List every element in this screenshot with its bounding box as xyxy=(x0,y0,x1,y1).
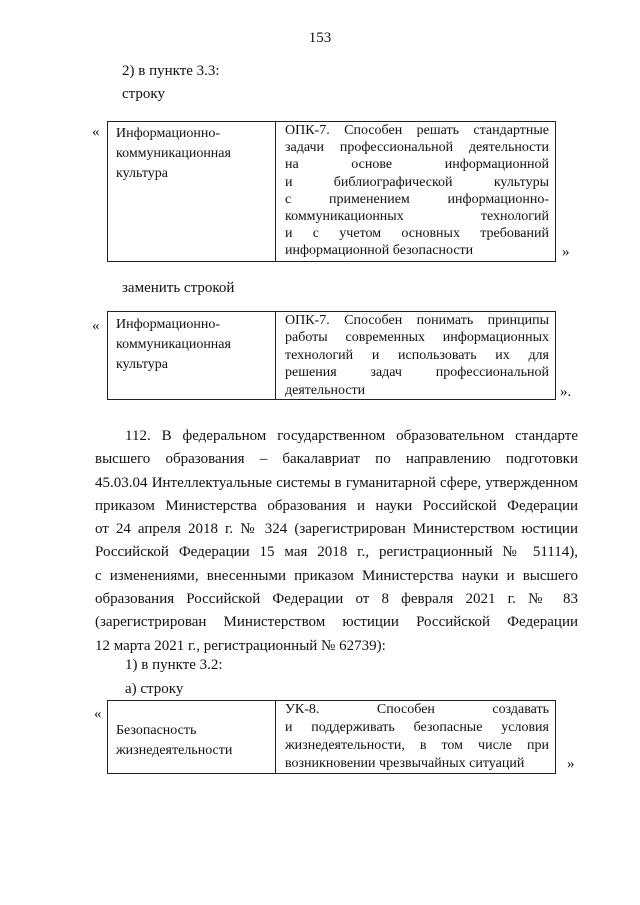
left-cell-line: Безопасность xyxy=(116,723,197,738)
right-cell-line: технологий и использовать их для xyxy=(285,347,549,363)
right-cell-line: и с учетом основных требований xyxy=(285,226,549,242)
right-cell-line: с применением информационно- xyxy=(285,191,549,207)
table-new-row xyxy=(107,311,556,400)
left-cell-line: коммуникационная xyxy=(116,146,231,161)
paragraph-line: высшего образования – бакалавриат по направлению подготовки xyxy=(95,451,578,468)
paragraph-line: приказом Министерства образования и науки Российской Федерации xyxy=(95,497,578,514)
replace-text: заменить строкой xyxy=(122,280,235,296)
right-cell-line: задачи профессиональной деятельности xyxy=(285,140,549,156)
left-cell-line: коммуникационная xyxy=(116,337,231,352)
item-1-point-3-2: 1) в пункте 3.2: xyxy=(125,657,223,673)
left-cell-line: жизнедеятельности xyxy=(116,743,233,758)
paragraph-line: (зарегистрирован Министерством юстиции Российской Федерации xyxy=(95,614,578,631)
right-cell-line: на основе информационной xyxy=(285,157,549,173)
right-cell-line: деятельности xyxy=(285,382,366,398)
paragraph-line: 12 марта 2021 г., регистрационный № 62739): xyxy=(95,637,386,654)
open-quote: « xyxy=(92,318,100,334)
left-cell xyxy=(116,721,232,761)
table-uk8-row xyxy=(107,700,556,774)
left-cell xyxy=(116,315,231,375)
open-quote: « xyxy=(94,706,102,722)
close-quote: » xyxy=(567,756,575,772)
left-cell-line: культура xyxy=(116,166,168,181)
item-2-point-3-3: 2) в пункте 3.3: xyxy=(122,63,220,79)
right-cell-line: и библиографической культуры xyxy=(285,174,549,190)
right-cell xyxy=(285,701,549,773)
paragraph-line: 112. В федеральном государственном образовательном стандарте xyxy=(125,428,578,444)
paragraph-line: с изменениями, внесенными приказом Министерства науки и высшего xyxy=(95,567,578,584)
line-word: строку xyxy=(122,86,165,102)
right-cell xyxy=(285,122,549,260)
right-cell-line: информационной безопасности xyxy=(285,243,474,259)
paragraph-line: Российской Федерации 15 мая 2018 г., регистрационный № 51114), xyxy=(95,544,578,561)
right-cell xyxy=(285,312,549,399)
left-cell-line: Информационно- xyxy=(116,317,221,332)
right-cell-line: ОПК-7. Способен решать стандартные xyxy=(285,123,549,138)
right-cell-line: коммуникационных технологий xyxy=(285,209,549,225)
right-cell-line: возникновении чрезвычайных ситуаций xyxy=(285,756,525,771)
open-quote: « xyxy=(92,124,100,140)
right-cell-line: УК-8. Способен создавать xyxy=(285,702,549,717)
paragraph-line: образования Российской Федерации от 8 февраля 2021 г. № 83 xyxy=(95,591,578,608)
right-cell-line: и поддерживать безопасные условия xyxy=(285,720,549,735)
paragraph-112 xyxy=(95,425,578,658)
right-cell-line: работы современных информационных xyxy=(285,330,549,346)
right-cell-line: жизнедеятельности, в том числе при xyxy=(285,738,549,753)
right-cell-line: ОПК-7. Способен понимать принципы xyxy=(285,313,549,328)
subitem-a: а) строку xyxy=(125,681,184,697)
close-quote: ». xyxy=(560,384,572,400)
close-quote: » xyxy=(562,244,570,260)
left-cell-line: культура xyxy=(116,357,168,372)
right-cell-line: решения задач профессиональной xyxy=(285,365,549,381)
table-old-row xyxy=(107,121,556,262)
left-cell-line: Информационно- xyxy=(116,126,221,141)
paragraph-line: 45.03.04 Интеллектуальные системы в гуманитарной сфере, утвержденном xyxy=(95,474,578,491)
left-cell xyxy=(116,124,231,184)
page-number: 153 xyxy=(308,30,332,46)
paragraph-line: от 24 апреля 2018 г. № 324 (зарегистрирован Министерством юстиции xyxy=(95,521,578,538)
